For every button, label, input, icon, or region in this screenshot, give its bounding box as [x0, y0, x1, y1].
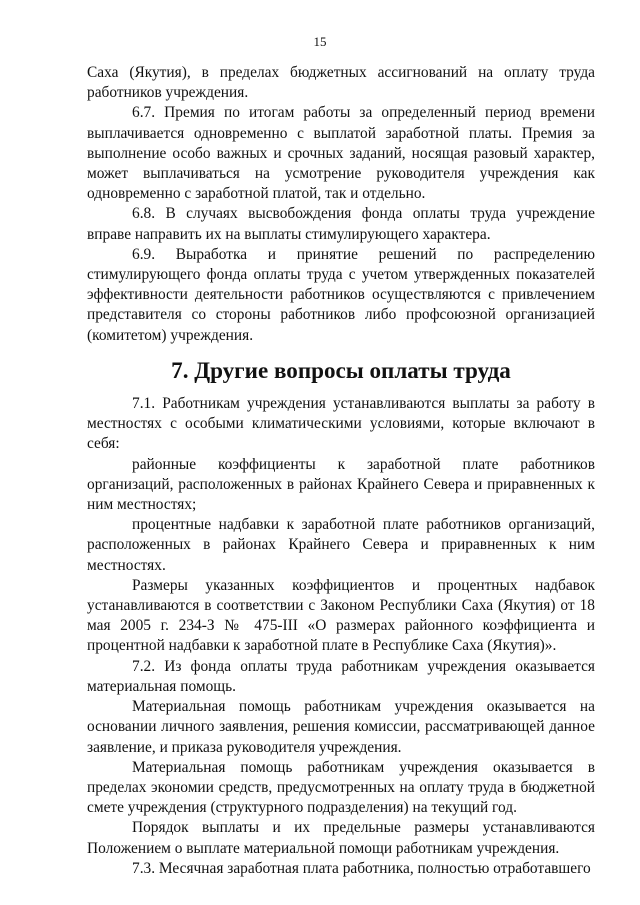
paragraph-7-2: 7.2. Из фонда оплаты труда работникам учреждения оказывается материальная помощь.	[87, 657, 595, 695]
paragraph-district-coefficients: районные коэффициенты к заработной плате работников организаций, расположенных в районах Крайнего Севера и приравненных к ним местностях;	[87, 455, 595, 514]
paragraph-6-8: 6.8. В случаях высвобождения фонда оплаты труда учреждение вправе направить их на выплаты стимулирующего характера.	[87, 205, 595, 243]
paragraph-7-1: 7.1. Работникам учреждения устанавливаются выплаты за работу в местностях с особыми климатическими условиями, которые включают в себя:	[87, 395, 595, 453]
paragraph-payment-procedure: Порядок выплаты и их предельные размеры устанавливаются Положением о выплате материальной помощи работникам учреждения.	[87, 819, 595, 857]
paragraph-continuation: Саха (Якутия), в пределах бюджетных ассигнований на оплату труда работников учреждения.	[87, 64, 595, 102]
paragraph-percentage-allowances: процентные надбавки к заработной плате работников организаций, расположенных в районах Крайнего Севера и приравненных к ним местностях.	[87, 516, 595, 574]
paragraph-material-aid-basis: Материальная помощь работникам учреждения оказывается на основании личного заявления, решения комиссии, рассматривающей данное заявление, и приказа руководителя учреждения.	[87, 698, 595, 756]
section-heading: 7. Другие вопросы оплаты труда	[171, 356, 511, 383]
paragraph-7-3: 7.3. Месячная заработная плата работника, полностью отработавшего	[132, 859, 591, 877]
document-body	[87, 63, 595, 879]
page-number: 15	[313, 34, 327, 49]
paragraph-6-7: 6.7. Премия по итогам работы за определенный период времени выплачивается одновременно с выплатой заработной платы. Премия за выполнение особо важных и срочных заданий, носящая разовый характер, может выплачиваться на усмотрение руководителя учреждения как одновременно с заработной платой, так и отдельно.	[87, 104, 595, 203]
paragraph-allowance-sizes: Размеры указанных коэффициентов и процентных надбавок устанавливаются в соответствии с Законом Республики Саха (Якутия) от 18 мая 2005 г. 234-З № 475-III «О размерах районного коэффициента и процентной надбавки к заработной плате в Республике Саха (Якутия)».	[87, 576, 595, 655]
paragraph-material-aid-limits: Материальная помощь работникам учреждения оказывается в пределах экономии средств, предусмотренных на оплату труда в бюджетной смете учреждения (структурного подразделения) на текущий год.	[87, 758, 595, 817]
paragraph-6-9: 6.9. Выработка и принятие решений по распределению стимулирующего фонда оплаты труда с учетом утвержденных показателей эффективности деятельности работников осуществляются с привлечением представителя со стороны работников либо профсоюзной организацией (комитетом) учреждения.	[87, 245, 595, 344]
